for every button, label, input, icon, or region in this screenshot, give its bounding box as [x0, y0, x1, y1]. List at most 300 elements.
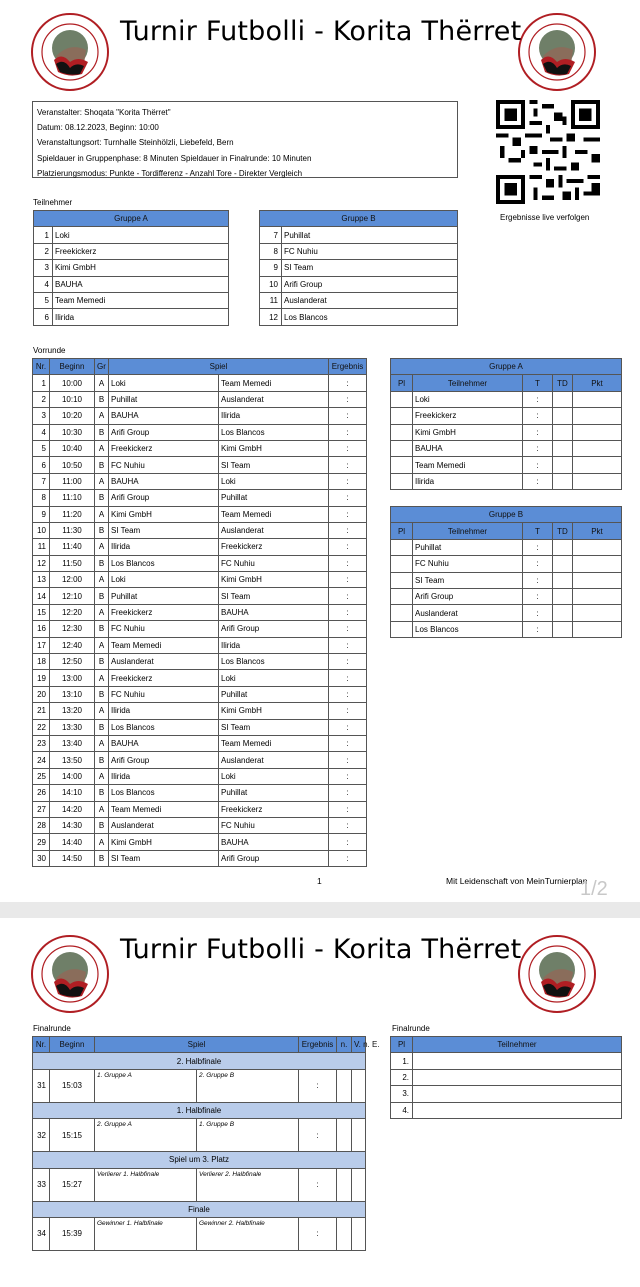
- match-row: [33, 473, 367, 489]
- standings-goal-diff: [553, 473, 573, 489]
- match-number: 12: [33, 555, 50, 571]
- standings-goal-diff: [553, 408, 573, 424]
- finals-round-header: [33, 1053, 366, 1069]
- match-home-team: Auslanderat: [109, 654, 219, 670]
- match-result[interactable]: :: [329, 391, 367, 407]
- participant-row: [260, 260, 458, 276]
- match-time: 10:10: [50, 391, 95, 407]
- standings-points: [573, 556, 622, 572]
- finals-away-slot: 1. Gruppe B: [197, 1119, 299, 1152]
- page-title: Turnir Futbolli - Korita Thërret: [120, 16, 522, 47]
- finals-away-slot: Gewinner 2. Halbfinale: [197, 1217, 299, 1250]
- finals-home-slot: 2. Gruppe A: [95, 1119, 197, 1152]
- fcol-start: Beginn: [50, 1037, 95, 1053]
- page-2: [0, 918, 640, 1287]
- match-group: A: [95, 408, 109, 424]
- standings-goals: :: [523, 408, 553, 424]
- match-away-team: FC Nuhiu: [219, 817, 329, 833]
- finals-round-title: 2. Halbfinale: [33, 1053, 366, 1069]
- match-home-team: Loki: [109, 572, 219, 588]
- final-place-team: [413, 1102, 622, 1118]
- page-counter: 1/2: [580, 878, 608, 900]
- participant-name: Puhillat: [282, 227, 458, 243]
- standings-points: [573, 621, 622, 637]
- match-group: A: [95, 637, 109, 653]
- match-number: 23: [33, 735, 50, 751]
- venue-text: Veranstaltungsort: Turnhalle Steinhölzli, Liebefeld, Bern: [37, 138, 234, 148]
- match-row: [33, 408, 367, 424]
- finals-result[interactable]: :: [299, 1168, 337, 1201]
- finals-match-number: 34: [33, 1217, 50, 1250]
- match-result[interactable]: :: [329, 440, 367, 456]
- participant-row: [34, 227, 229, 243]
- finals-result[interactable]: :: [299, 1217, 337, 1250]
- match-group: A: [95, 768, 109, 784]
- standings-points: [573, 424, 622, 440]
- match-result[interactable]: :: [329, 375, 367, 391]
- standings-team: Kimi GmbH: [413, 424, 523, 440]
- participant-number: 2: [34, 243, 53, 259]
- match-away-team: Puhillat: [219, 686, 329, 702]
- match-time: 12:00: [50, 572, 95, 588]
- standings-team: SI Team: [413, 572, 523, 588]
- match-home-team: Loki: [109, 375, 219, 391]
- standings-team: Los Blancos: [413, 621, 523, 637]
- match-number: 27: [33, 801, 50, 817]
- group-b-header: Gruppe B: [260, 211, 458, 227]
- match-home-team: Freekickerz: [109, 670, 219, 686]
- finals-away-slot: Verlierer 2. Halbfinale: [197, 1168, 299, 1201]
- final-place-team: [413, 1069, 622, 1085]
- finals-round-header: [33, 1152, 366, 1168]
- st-a-col-td: TD: [553, 375, 573, 391]
- standings-place: [391, 408, 413, 424]
- match-time: 13:40: [50, 735, 95, 751]
- match-number: 13: [33, 572, 50, 588]
- finals-match-row: [33, 1119, 366, 1152]
- match-away-team: Auslanderat: [219, 752, 329, 768]
- match-time: 10:00: [50, 375, 95, 391]
- match-result[interactable]: :: [329, 408, 367, 424]
- duration-text: Spieldauer in Gruppenphase: 8 Minuten Spieldauer in Finalrunde: 10 Minuten: [37, 153, 312, 163]
- match-row: [33, 539, 367, 555]
- final-place: 2.: [391, 1069, 413, 1085]
- st-b-col-td: TD: [553, 523, 573, 539]
- fcol-v: V.: [354, 1040, 361, 1050]
- qr-caption: Ergebnisse live verfolgen: [500, 213, 590, 222]
- standings-row: [391, 391, 622, 407]
- match-number: 25: [33, 768, 50, 784]
- finals-penalties: [352, 1119, 366, 1152]
- match-group: A: [95, 834, 109, 850]
- standings-team: Loki: [413, 391, 523, 407]
- match-number: 16: [33, 621, 50, 637]
- match-home-team: Ilirida: [109, 703, 219, 719]
- match-number: 18: [33, 654, 50, 670]
- match-result[interactable]: :: [329, 637, 367, 653]
- match-group: A: [95, 572, 109, 588]
- st-b-col-t: T: [523, 523, 553, 539]
- standings-goal-diff: [553, 440, 573, 456]
- match-row: [33, 801, 367, 817]
- match-group: B: [95, 391, 109, 407]
- match-result[interactable]: :: [329, 768, 367, 784]
- match-home-team: Team Memedi: [109, 801, 219, 817]
- match-home-team: Freekickerz: [109, 440, 219, 456]
- match-home-team: Auslanderat: [109, 817, 219, 833]
- participant-number: 10: [260, 276, 282, 292]
- match-row: [33, 522, 367, 538]
- participant-name: Freekickerz: [53, 243, 229, 259]
- final-ranking-row: [391, 1053, 622, 1069]
- standings-goals: :: [523, 440, 553, 456]
- match-group: B: [95, 850, 109, 866]
- match-away-team: Auslanderat: [219, 391, 329, 407]
- match-number: 6: [33, 457, 50, 473]
- standings-place: [391, 556, 413, 572]
- match-row: [33, 703, 367, 719]
- match-row: [33, 506, 367, 522]
- standings-place: [391, 621, 413, 637]
- match-row: [33, 375, 367, 391]
- match-time: 13:20: [50, 703, 95, 719]
- participant-number: 6: [34, 309, 53, 325]
- participant-row: [260, 309, 458, 325]
- standings-group-a-table: [390, 358, 622, 490]
- standings-points: [573, 605, 622, 621]
- match-time: 13:00: [50, 670, 95, 686]
- match-result[interactable]: :: [329, 457, 367, 473]
- match-group: B: [95, 817, 109, 833]
- match-number: 4: [33, 424, 50, 440]
- match-result[interactable]: :: [329, 588, 367, 604]
- match-group: B: [95, 588, 109, 604]
- match-away-team: Kimi GmbH: [219, 440, 329, 456]
- match-result[interactable]: :: [329, 686, 367, 702]
- participant-number: 1: [34, 227, 53, 243]
- qr-code[interactable]: [496, 100, 600, 204]
- match-result[interactable]: :: [329, 506, 367, 522]
- match-time: 14:20: [50, 801, 95, 817]
- match-result[interactable]: :: [329, 817, 367, 833]
- col-start: Beginn: [50, 359, 95, 375]
- match-time: 12:30: [50, 621, 95, 637]
- standings-place: [391, 605, 413, 621]
- match-group: B: [95, 424, 109, 440]
- standings-points: [573, 539, 622, 555]
- finals-label: Finalrunde: [33, 1024, 71, 1033]
- match-time: 14:30: [50, 817, 95, 833]
- match-group: A: [95, 375, 109, 391]
- match-group: A: [95, 473, 109, 489]
- match-result[interactable]: :: [329, 654, 367, 670]
- standings-place: [391, 457, 413, 473]
- finals-result[interactable]: :: [299, 1119, 337, 1152]
- match-result[interactable]: :: [329, 621, 367, 637]
- match-away-team: Arifi Group: [219, 621, 329, 637]
- participant-row: [34, 276, 229, 292]
- match-away-team: SI Team: [219, 457, 329, 473]
- st-b-col-pl: Pl: [391, 523, 413, 539]
- match-number: 22: [33, 719, 50, 735]
- match-result[interactable]: :: [329, 719, 367, 735]
- prelim-schedule-table: [32, 358, 367, 867]
- final-ranking-table: [390, 1036, 622, 1119]
- match-result[interactable]: :: [329, 785, 367, 801]
- match-away-team: Arifi Group: [219, 850, 329, 866]
- match-time: 10:40: [50, 440, 95, 456]
- participant-row: [260, 227, 458, 243]
- match-home-team: Los Blancos: [109, 719, 219, 735]
- col-group: Gr: [95, 359, 109, 375]
- match-row: [33, 555, 367, 571]
- match-home-team: Arifi Group: [109, 752, 219, 768]
- match-away-team: FC Nuhiu: [219, 555, 329, 571]
- match-away-team: Kimi GmbH: [219, 703, 329, 719]
- fcol-v-e: [352, 1037, 380, 1053]
- match-group: B: [95, 719, 109, 735]
- match-result[interactable]: :: [329, 703, 367, 719]
- match-group: B: [95, 490, 109, 506]
- match-result[interactable]: :: [329, 604, 367, 620]
- match-time: 12:40: [50, 637, 95, 653]
- match-number: 14: [33, 588, 50, 604]
- match-time: 10:20: [50, 408, 95, 424]
- match-number: 21: [33, 703, 50, 719]
- match-home-team: Team Memedi: [109, 637, 219, 653]
- standings-goal-diff: [553, 539, 573, 555]
- match-time: 11:10: [50, 490, 95, 506]
- club-logo-right-p2: [517, 934, 597, 1014]
- match-number: 26: [33, 785, 50, 801]
- match-home-team: Kimi GmbH: [109, 834, 219, 850]
- match-away-team: Team Memedi: [219, 375, 329, 391]
- match-result[interactable]: :: [329, 555, 367, 571]
- participant-number: 9: [260, 260, 282, 276]
- finals-match-time: 15:15: [50, 1119, 95, 1152]
- standings-b-title: Gruppe B: [391, 507, 622, 523]
- match-home-team: SI Team: [109, 850, 219, 866]
- match-row: [33, 391, 367, 407]
- standings-team: BAUHA: [413, 440, 523, 456]
- standings-place: [391, 391, 413, 407]
- club-logo-left-p2: [30, 934, 110, 1014]
- standings-goal-diff: [553, 572, 573, 588]
- match-home-team: Los Blancos: [109, 785, 219, 801]
- finals-away-slot: 2. Gruppe B: [197, 1069, 299, 1102]
- match-home-team: FC Nuhiu: [109, 621, 219, 637]
- standings-goals: :: [523, 473, 553, 489]
- match-number: 2: [33, 391, 50, 407]
- match-home-team: FC Nuhiu: [109, 457, 219, 473]
- organizer-text: Veranstalter: Shoqata "Korita Thërret": [37, 108, 171, 117]
- standings-points: [573, 457, 622, 473]
- participant-name: Team Memedi: [53, 292, 229, 308]
- match-away-team: BAUHA: [219, 834, 329, 850]
- match-group: B: [95, 654, 109, 670]
- match-home-team: BAUHA: [109, 473, 219, 489]
- final-place: 3.: [391, 1086, 413, 1102]
- final-place-team: [413, 1086, 622, 1102]
- final-place-team: [413, 1053, 622, 1069]
- finals-match-number: 32: [33, 1119, 50, 1152]
- match-number: 10: [33, 522, 50, 538]
- match-number: 30: [33, 850, 50, 866]
- finals-round-title: 1. Halbfinale: [33, 1102, 366, 1118]
- match-result[interactable]: :: [329, 424, 367, 440]
- fr-col-pl: Pl: [391, 1037, 413, 1053]
- match-row: [33, 621, 367, 637]
- finals-schedule-table: [32, 1036, 380, 1251]
- match-number: 20: [33, 686, 50, 702]
- standings-group-b-table: [390, 506, 622, 638]
- participant-row: [260, 276, 458, 292]
- finals-home-slot: Gewinner 1. Halbfinale: [95, 1217, 197, 1250]
- participant-name: Auslanderat: [282, 292, 458, 308]
- match-result[interactable]: :: [329, 670, 367, 686]
- match-away-team: Los Blancos: [219, 424, 329, 440]
- page-title-p2: Turnir Futbolli - Korita Thërret: [120, 934, 522, 965]
- participant-row: [34, 309, 229, 325]
- match-group: A: [95, 670, 109, 686]
- standings-goals: :: [523, 457, 553, 473]
- match-away-team: SI Team: [219, 588, 329, 604]
- finals-penalties: [352, 1168, 366, 1201]
- match-away-team: Team Memedi: [219, 735, 329, 751]
- footer-credit[interactable]: Mit Leidenschaft von MeinTurnierplan: [446, 876, 588, 886]
- match-number: 28: [33, 817, 50, 833]
- match-group: B: [95, 785, 109, 801]
- fcol-nr: Nr.: [33, 1037, 50, 1053]
- standings-row: [391, 457, 622, 473]
- participant-name: BAUHA: [53, 276, 229, 292]
- standings-team: Puhillat: [413, 539, 523, 555]
- match-away-team: Puhillat: [219, 785, 329, 801]
- participant-name: FC Nuhiu: [282, 243, 458, 259]
- match-time: 14:40: [50, 834, 95, 850]
- match-result[interactable]: :: [329, 473, 367, 489]
- match-number: 15: [33, 604, 50, 620]
- club-logo-right: [517, 12, 597, 92]
- standings-team: Arifi Group: [413, 588, 523, 604]
- match-result[interactable]: :: [329, 522, 367, 538]
- match-home-team: Los Blancos: [109, 555, 219, 571]
- participant-name: Kimi GmbH: [53, 260, 229, 276]
- standings-goals: :: [523, 556, 553, 572]
- match-result[interactable]: :: [329, 801, 367, 817]
- match-row: [33, 768, 367, 784]
- group-b-participants-table: [259, 210, 458, 326]
- standings-points: [573, 408, 622, 424]
- standings-goal-diff: [553, 391, 573, 407]
- match-group: B: [95, 686, 109, 702]
- match-home-team: Arifi Group: [109, 424, 219, 440]
- standings-place: [391, 424, 413, 440]
- match-row: [33, 719, 367, 735]
- finals-penalties: [352, 1069, 366, 1102]
- match-group: A: [95, 506, 109, 522]
- match-away-team: Loki: [219, 670, 329, 686]
- standings-team: FC Nuhiu: [413, 556, 523, 572]
- standings-goals: :: [523, 539, 553, 555]
- participant-row: [34, 292, 229, 308]
- match-result[interactable]: :: [329, 539, 367, 555]
- match-group: A: [95, 604, 109, 620]
- date-text: Datum: 08.12.2023, Beginn: 10:00: [37, 123, 159, 133]
- match-result[interactable]: :: [329, 490, 367, 506]
- match-result[interactable]: :: [329, 735, 367, 751]
- match-away-team: Loki: [219, 768, 329, 784]
- ranking-mode-text: Platzierungsmodus: Punkte - Tordifferenz - Anzahl Tore - Direkter Vergleich: [37, 168, 303, 178]
- match-row: [33, 817, 367, 833]
- fr-col-team: Teilnehmer: [413, 1037, 622, 1053]
- final-ranking-row: [391, 1086, 622, 1102]
- match-number: 1: [33, 375, 50, 391]
- match-result[interactable]: :: [329, 834, 367, 850]
- finals-overtime: [337, 1119, 352, 1152]
- match-time: 13:50: [50, 752, 95, 768]
- finals-overtime: [337, 1168, 352, 1201]
- participant-number: 12: [260, 309, 282, 325]
- match-home-team: Ilirida: [109, 539, 219, 555]
- final-ranking-label: Finalrunde: [392, 1024, 430, 1033]
- standings-row: [391, 424, 622, 440]
- match-time: 11:40: [50, 539, 95, 555]
- match-home-team: BAUHA: [109, 408, 219, 424]
- match-result[interactable]: :: [329, 572, 367, 588]
- match-row: [33, 588, 367, 604]
- match-row: [33, 850, 367, 866]
- match-result[interactable]: :: [329, 752, 367, 768]
- col-result: Ergebnis: [329, 359, 367, 375]
- participant-number: 3: [34, 260, 53, 276]
- participant-row: [34, 260, 229, 276]
- standings-goals: :: [523, 588, 553, 604]
- match-away-team: Ilirida: [219, 637, 329, 653]
- standings-goal-diff: [553, 588, 573, 604]
- participant-number: 5: [34, 292, 53, 308]
- standings-row: [391, 539, 622, 555]
- participant-number: 7: [260, 227, 282, 243]
- match-home-team: BAUHA: [109, 735, 219, 751]
- match-result[interactable]: :: [329, 850, 367, 866]
- match-time: 10:50: [50, 457, 95, 473]
- standings-place: [391, 539, 413, 555]
- standings-place: [391, 572, 413, 588]
- participant-name: SI Team: [282, 260, 458, 276]
- prelim-label: Vorrunde: [33, 346, 66, 355]
- match-row: [33, 637, 367, 653]
- participant-row: [260, 292, 458, 308]
- finals-match-time: 15:27: [50, 1168, 95, 1201]
- match-time: 11:30: [50, 522, 95, 538]
- participant-name: Los Blancos: [282, 309, 458, 325]
- match-row: [33, 834, 367, 850]
- finals-penalties: [352, 1217, 366, 1250]
- standings-a-title: Gruppe A: [391, 359, 622, 375]
- match-row: [33, 752, 367, 768]
- match-row: [33, 604, 367, 620]
- finals-match-row: [33, 1069, 366, 1102]
- match-home-team: Arifi Group: [109, 490, 219, 506]
- match-row: [33, 670, 367, 686]
- match-row: [33, 735, 367, 751]
- match-away-team: Freekickerz: [219, 539, 329, 555]
- participant-name: Ilirida: [53, 309, 229, 325]
- match-time: 14:00: [50, 768, 95, 784]
- standings-goal-diff: [553, 424, 573, 440]
- finals-result[interactable]: :: [299, 1069, 337, 1102]
